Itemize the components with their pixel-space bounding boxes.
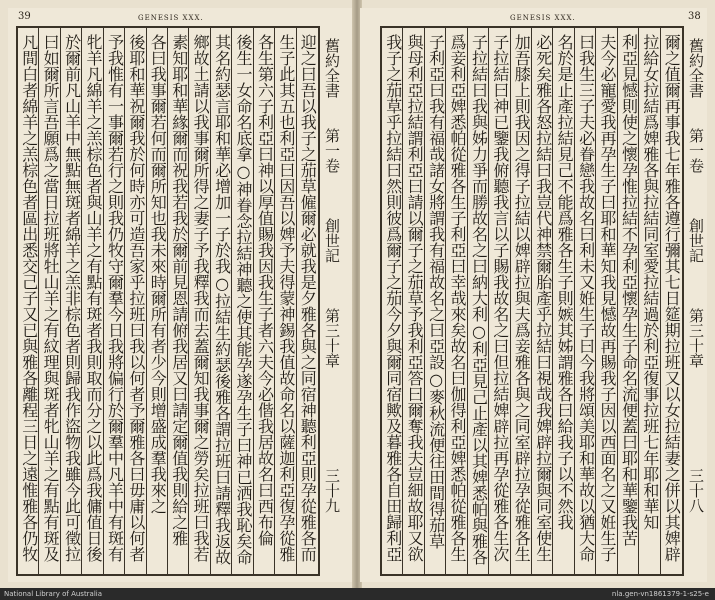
right_page-column-14: 我子之茄草乎拉結曰然則彼爲爾子之茄今夕與爾同宿歟及暮雅各自田歸利亞 [383, 34, 403, 562]
left_page-column-6: 鄉故土請以我事爾所得之妻子予我釋我而去蓋爾知我事爾之勞矣拉班曰我若 [191, 34, 211, 562]
left-margin-folio: 三十九 [323, 468, 341, 513]
right_page-column-11: 爲妾利亞婢悉帕從雅各生子利亞曰幸哉來矣故名曰伽得利亞婢悉帕從雅各生 [448, 34, 467, 562]
right_page-column-4: 夫今必寵愛我再孕生子曰耶和華知我見憾故再賜我子因以西面名之又姙生子 [598, 34, 617, 562]
right-page-number: 38 [688, 11, 701, 22]
left_page-column-rule [81, 28, 82, 574]
left-page-header: GENESIS XXX. [138, 14, 204, 22]
left_page-column-12: 於爾前凡山羊中無點無斑者綿羊之羔非棕色者則歸我作盜物我雖今此可徵拉 [62, 34, 82, 562]
footer-identifier: nla.gen-vn1861379-1-s25-e [611, 590, 709, 598]
footer-bar [0, 588, 715, 600]
right_page-column-13: 與母利亞拉結謂利亞曰請以爾子之茄草予我利亞答曰爾奪我夫豈細故耶又欲 [405, 34, 425, 562]
right_page-column-3: 利亞見憾則使之懷孕惟拉結不孕利亞懷孕生子命名流便蓋曰耶和華鑒我苦 [619, 34, 639, 546]
footer-library: National Library of Australia [4, 590, 103, 598]
left_page-column-rule [167, 28, 168, 574]
right_page-column-7: 必死矣雅各怒拉結曰我豈代神禁爾胎產乎拉結曰視哉我婢辟拉爾與同室使生 [533, 34, 553, 562]
left-text-frame [16, 26, 320, 576]
right_page-column-1: 爾之值爾再事我七年雅各遵行彌其七日筵期拉班又以女拉結妻之併以其婢辟 [662, 34, 682, 562]
left_page-column-rule [38, 28, 39, 574]
right-margin-chapter: 第三十章 [687, 308, 705, 368]
left_page-column-14: 凡間白者綿羊之羔棕色者區出悉交己子又已與雅各離程三日之遠惟雅各仍牧 [19, 34, 39, 562]
right_page-column-rule [617, 28, 618, 574]
left_page-column-rule [60, 28, 61, 574]
left_page-column-5: 其名約瑟言耶和華必增加一子於我○拉結生約瑟後雅各謂拉班曰請釋我返故 [212, 34, 232, 565]
right_page-column-rule [467, 28, 468, 574]
right-page [360, 8, 707, 582]
left-margin-book: 舊約全書 [323, 38, 341, 98]
left_page-column-rule [274, 28, 275, 574]
right_page-column-rule [445, 28, 446, 574]
left_page-column-rule [124, 28, 125, 574]
left_page-column-11: 牝羊凡綿羊之羔棕色者與山羊之有點有斑者我則取而分之以此爲我傭值日後 [84, 34, 103, 562]
left_page-column-rule [188, 28, 189, 574]
left_page-column-7: 素知耶和華緣爾而祝我若我於爾前見恩請俯我居又曰請定爾值我則給之雅 [169, 34, 189, 546]
right_page-column-2: 拉給女拉結爲婢雅各與拉結同室愛拉結過於利亞復事拉班七年耶和華知 [640, 34, 660, 530]
left_page-column-1: 迎之曰吾以我子之茄草僱爾必就我是夕雅各與之同宿神聽利亞則孕從雅各而 [298, 34, 318, 562]
right_page-column-12: 子利亞曰我有福哉諸女將謂我有福故名之曰亞設○麥秋流便往田間得茄草 [426, 34, 446, 549]
left-page-number: 39 [18, 11, 31, 22]
right_page-column-rule [574, 28, 575, 574]
right-page-header: GENESIS XXX. [510, 14, 576, 22]
right_page-column-8: 加吾膝上則我因之得子拉結以婢辟拉與夫爲妾雅各與之同室辟拉孕從雅各生 [512, 34, 532, 562]
left_page-column-9: 後耶和華祝爾我於何時亦可造吾家乎拉班曰我以何者予爾雅各曰毋庸以何者 [126, 34, 146, 562]
left_page-column-3: 各生第六子利亞曰神以厚值賜我因我生子者六夫今必偕我居故名曰西布倫 [255, 34, 275, 546]
left_page-column-8: 各曰我事爾若何而爾所知也我未來時爾所有者少今則增盛成羣我來之 [148, 34, 168, 514]
right_page-column-6: 名於是止產拉結見己不能爲雅各生子則嫉其姊謂雅各曰給我子以不然我 [555, 34, 575, 530]
right_page-column-10: 子拉結曰我與姊力爭而勝故名之曰納大利○利亞見己止產以其婢悉帕與雅各 [469, 34, 489, 565]
right_page-column-rule [402, 28, 403, 574]
right_page-column-rule [552, 28, 553, 574]
left-page [8, 8, 353, 582]
right-margin-volume: 第一卷 [687, 128, 705, 173]
left-margin-volume: 第一卷 [323, 128, 341, 173]
right_page-column-rule [660, 28, 661, 574]
right_page-column-9: 子拉結曰神已鑒我俯聽我言以子賜我故名之曰但拉結婢辟拉再孕從雅各生次 [490, 34, 510, 562]
left-margin-chapter: 第三十章 [323, 308, 341, 368]
left_page-column-rule [210, 28, 211, 574]
left_page-column-rule [296, 28, 297, 574]
left-margin-title: 創世記 [323, 218, 341, 263]
left_page-column-rule [253, 28, 254, 574]
right-margin-folio: 三十八 [687, 468, 705, 513]
left_page-column-4: 後生一女命名底拿○神眷念拉結神聽之使其能孕遂孕生子曰神已洒我恥矣命 [234, 34, 253, 565]
left_page-column-2: 生子此其五也利亞曰因吾以婢予夫得蒙神錫我值故命名以薩迦利亞復孕從雅 [276, 34, 296, 562]
right_page-column-rule [595, 28, 596, 574]
right_page-column-rule [638, 28, 639, 574]
left_page-column-rule [103, 28, 104, 574]
left_page-column-10: 予我惟有一事爾若行之則我仍牧守爾羣今日我將偏行於爾羣中凡羊中有斑有 [105, 34, 125, 562]
right_page-column-rule [424, 28, 425, 574]
right_page-column-rule [488, 28, 489, 574]
right-text-frame [380, 26, 684, 576]
right-margin-title: 創世記 [687, 218, 705, 263]
left_page-column-rule [231, 28, 232, 574]
left_page-column-13: 曰如爾所言吾願爲之當日拉班將牡山羊之有紋理與斑者牝山羊之有點有斑及 [41, 34, 61, 562]
right_page-column-rule [510, 28, 511, 574]
right_page-column-5: 曰我生三子夫必眷戀我故名曰利未又姙生子曰今我將頌美耶和華故以猶大命 [576, 34, 596, 562]
left_page-column-rule [146, 28, 147, 574]
right-margin-book: 舊約全書 [687, 38, 705, 98]
right_page-column-rule [531, 28, 532, 574]
